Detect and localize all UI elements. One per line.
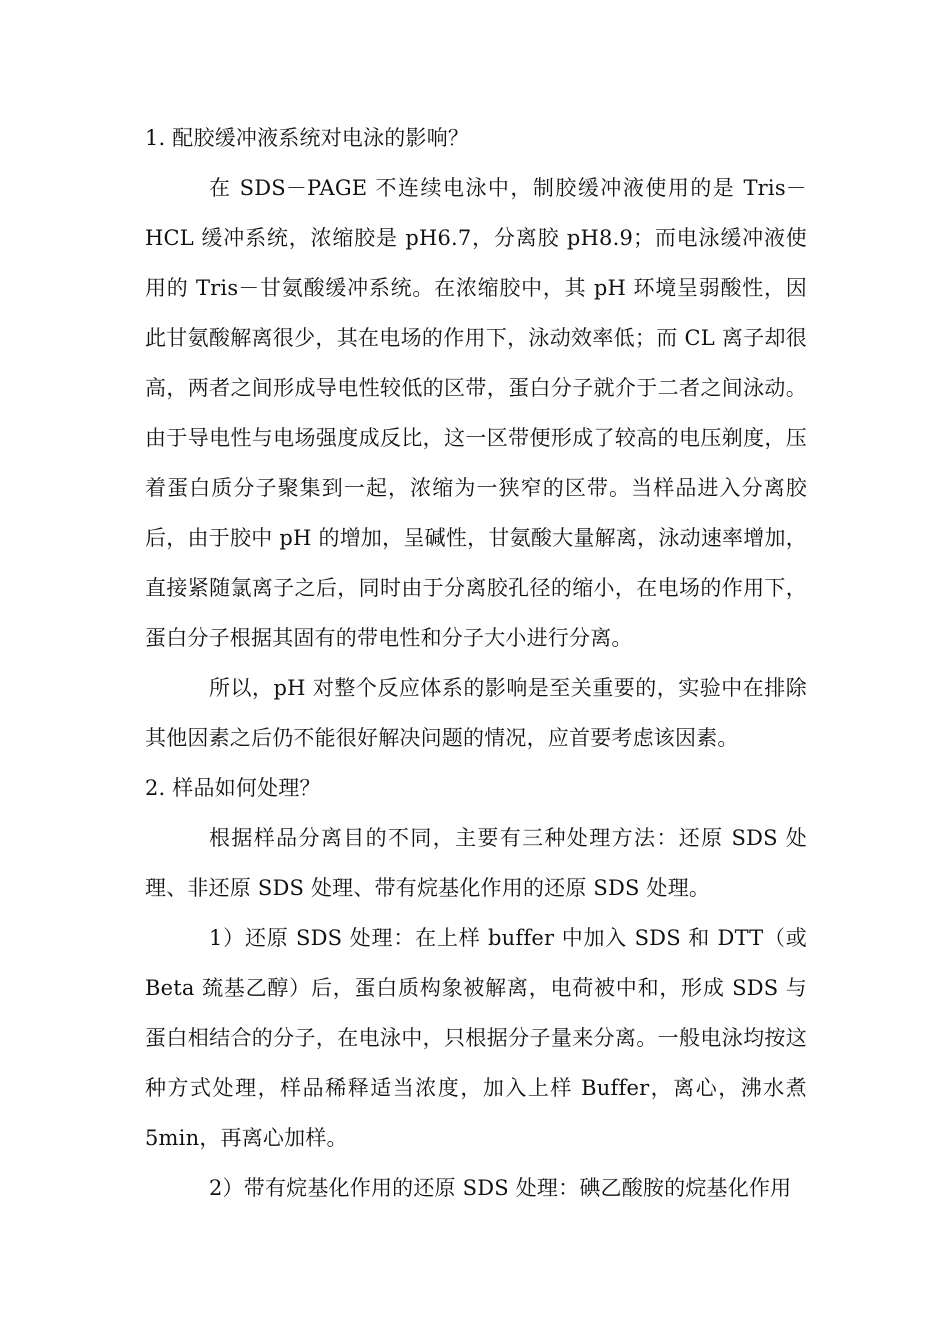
paragraph-alkylation-sds: 2）带有烷基化作用的还原 SDS 处理：碘乙酸胺的烷基化作用 [209,1176,792,1200]
paragraph-treatment-methods: 根据样品分离目的不同，主要有三种处理方法：还原 SDS 处理、非还原 SDS 处理、带有烷基化作用的还原 SDS 处理。 [145,826,807,900]
document-body [145,113,807,1213]
paragraph-buffer-system: 在 SDS－PAGE 不连续电泳中，制胶缓冲液使用的是 Tris－HCL 缓冲系统，浓缩胶是 pH6.7，分离胶 pH8.9；而电泳缓冲液使用的 Tris－甘氨酸缓冲系统。在浓缩胶中，其 pH 环境呈弱酸性，因此甘氨酸解离很少，其在电场的作用下，泳动效率低；而 CL 离子却很高，两者之间形成导电性较低的区带，蛋白分子就介于二者之间泳动。由于导电性与电场强度成反比，这一区带便形成了较高的电压剃度，压着蛋白质分子聚集到一起，浓缩为一狭窄的区带。当样品进入分离胶后，由于胶中 pH 的增加，呈碱性，甘氨酸大量解离，泳动速率增加，直接紧随氯离子之后，同时由于分离胶孔径的缩小，在电场的作用下，蛋白分子根据其固有的带电性和分子大小进行分离。 [145,176,807,650]
paragraph-ph-importance: 所以，pH 对整个反应体系的影响是至关重要的，实验中在排除其他因素之后仍不能很好解决问题的情况，应首要考虑该因素。 [145,676,807,750]
section-heading-2: 2. 样品如何处理？ [145,776,321,800]
paragraph-reducing-sds: 1）还原 SDS 处理：在上样 buffer 中加入 SDS 和 DTT（或 Beta 巯基乙醇）后，蛋白质构象被解离，电荷被中和，形成 SDS 与蛋白相结合的分子，在电泳中，只根据分子量来分离。一般电泳均按这种方式处理，样品稀释适当浓度，加入上样 Buffer，离心，沸水煮 5min，再离心加样。 [145,926,807,1150]
section-heading-1: 1. 配胶缓冲液系统对电泳的影响？ [145,126,470,150]
